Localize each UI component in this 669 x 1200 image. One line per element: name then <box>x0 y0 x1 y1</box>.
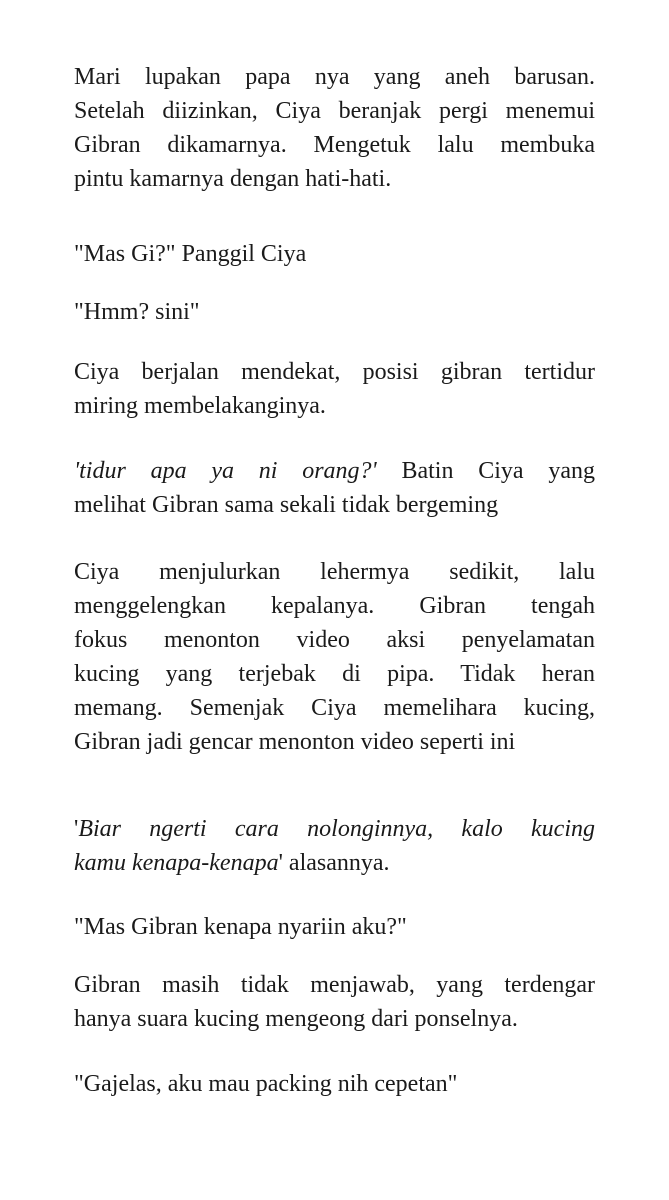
narration-text: ' alasannya. <box>278 850 390 876</box>
narration-text: Batin Ciya yang <box>376 458 595 484</box>
paragraph-6 <box>74 555 595 759</box>
quoted-italic-text: Biar ngerti cara nolonginnya, kalo kucing <box>78 816 595 842</box>
text-line: Setelah diizinkan, Ciya beranjak pergi menemui <box>74 98 595 124</box>
quoted-italic-text: kamu kenapa-kenapa <box>74 850 279 876</box>
paragraph-9 <box>74 968 595 1036</box>
text-line: Ciya berjalan mendekat, posisi gibran tertidur <box>74 359 595 385</box>
quote-mark: ' <box>74 816 79 842</box>
text-line <box>74 454 595 488</box>
paragraph-7 <box>74 812 595 880</box>
text-line: "Mas Gi?" Panggil Ciya <box>74 241 307 267</box>
text-line: pintu kamarnya dengan hati-hati. <box>74 166 392 192</box>
text-line: menggelengkan kepalanya. Gibran tengah <box>74 593 595 619</box>
text-line: Gibran jadi gencar menonton video seperti ini <box>74 729 516 755</box>
inner-thought-text: 'tidur apa ya ni orang?' <box>74 458 377 484</box>
text-line: fokus menonton video aksi penyelamatan <box>74 627 595 653</box>
paragraph-2 <box>74 237 595 271</box>
text-line: hanya suara kucing mengeong dari ponselnya. <box>74 1006 518 1032</box>
text-line: Gibran masih tidak menjawab, yang terdengar <box>74 972 595 998</box>
paragraph-1 <box>74 60 595 196</box>
text-line: memang. Semenjak Ciya memelihara kucing, <box>74 695 595 721</box>
text-line: "Mas Gibran kenapa nyariin aku?" <box>74 914 407 940</box>
text-line: "Gajelas, aku mau packing nih cepetan" <box>74 1071 458 1097</box>
text-line: kucing yang terjebak di pipa. Tidak heran <box>74 661 595 687</box>
text-line: Mari lupakan papa nya yang aneh barusan. <box>74 64 595 90</box>
text-line: Ciya menjulurkan lehermya sedikit, lalu <box>74 559 595 585</box>
text-line: miring membelakanginya. <box>74 393 326 419</box>
paragraph-5 <box>74 454 595 522</box>
text-line <box>74 846 595 880</box>
paragraph-8 <box>74 910 595 944</box>
text-line: Gibran dikamarnya. Mengetuk lalu membuka <box>74 132 595 158</box>
paragraph-4 <box>74 355 595 423</box>
text-line: melihat Gibran sama sekali tidak bergeming <box>74 492 499 518</box>
paragraph-10 <box>74 1067 595 1101</box>
text-line: "Hmm? sini" <box>74 299 200 325</box>
text-line <box>74 812 595 846</box>
paragraph-3 <box>74 295 595 329</box>
